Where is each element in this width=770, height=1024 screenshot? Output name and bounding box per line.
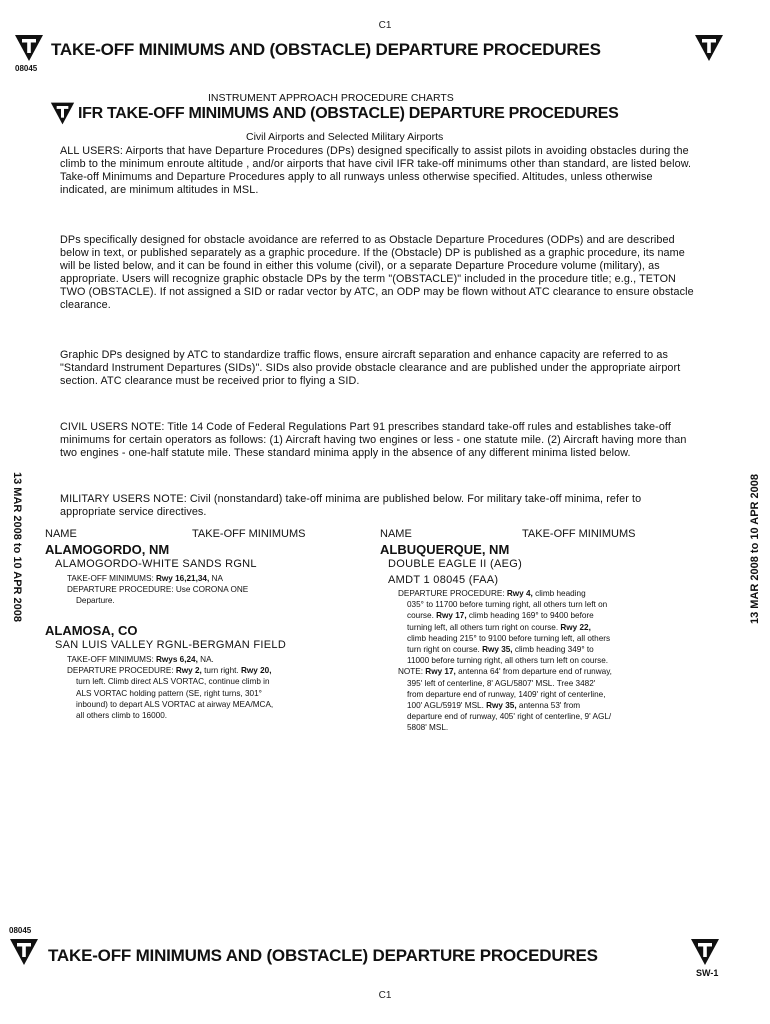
validity-date-left: 13 MAR 2008 to 10 APR 2008 — [11, 472, 23, 622]
procedure-line: 035° to 11700 before turning right, all others turn left on — [407, 600, 608, 610]
airport-name: ALAMOGORDO-WHITE SANDS RGNL — [55, 558, 257, 570]
procedure-line: TAKE-OFF MINIMUMS: Rwys 6,24, NA. — [67, 655, 214, 664]
procedure-code-footer: 08045 — [9, 926, 32, 935]
airport-city: ALAMOSA, CO — [45, 623, 138, 638]
procedure-text — [67, 654, 367, 721]
procedure-line: departure end of runway, 405' right of centerline, 9' AGL/ — [407, 712, 612, 722]
procedure-line: inbound) to depart ALS VORTAC at airway MEA/MCA, — [76, 699, 274, 709]
procedure-text — [67, 573, 367, 607]
procedure-line: Departure. — [76, 596, 115, 606]
procedure-line: all others climb to 16000. — [76, 711, 168, 721]
section-label: INSTRUMENT APPROACH PROCEDURE CHARTS — [208, 92, 454, 104]
procedure-line: 11000 before turning right, all others turn left on course. — [407, 656, 609, 666]
procedure-code: 08045 — [15, 64, 38, 73]
footer-title: TAKE-OFF MINIMUMS AND (OBSTACLE) DEPARTURE PROCEDURES — [48, 946, 598, 965]
takeoff-triangle-icon — [50, 101, 75, 126]
airport-city: ALAMOGORDO, NM — [45, 542, 170, 557]
section-title: IFR TAKE-OFF MINIMUMS AND (OBSTACLE) DEPARTURE PROCEDURES — [78, 105, 619, 122]
paragraph-sid: Graphic DPs designed by ATC to standardize traffic flows, ensure aircraft separation and enhance capacity are referred to as "Standard Instrument Departures (SIDs)". SIDs also provide obstacle clearance and are published under the appropriate airport section. ATC clearance must be received prior to flying a SID. — [60, 349, 681, 388]
procedure-text — [398, 588, 698, 734]
procedure-line: turn right on course. Rwy 35, climb heading 349° to — [407, 645, 594, 655]
procedure-line: 395' left of centerline, 8' AGL/5807' MSL. Tree 3482' — [407, 678, 596, 688]
procedure-line: turn left. Climb direct ALS VORTAC, continue climb in — [76, 677, 270, 687]
procedure-line: 5808' MSL. — [407, 723, 449, 733]
airport-city: ALBUQUERQUE, NM — [380, 542, 510, 557]
procedure-line: turning left, all others turn right on course. Rwy 22, — [407, 622, 591, 632]
validity-date-right: 13 MAR 2008 to 10 APR 2008 — [749, 474, 761, 624]
paragraph-odp: DPs specifically designed for obstacle avoidance are referred to as Obstacle Departure Procedures (ODPs) and are described below in text, or published separately as a graphic procedure. If the (Obstacle) DP is published as a graphic procedure, its name will be listed below, and it can be found in either this volume (civil), or a separate Departure Procedure volume (military), as appropriate. Users will recognize graphic obstacle DPs by the term "(OBSTACLE)" included in the procedure title; e.g., TETON TWO (OBSTACLE). If not assigned a SID or radar vector by ATC, an ODP may be flown without ATC clearance to ensure obstacle clearance. — [60, 234, 694, 312]
column-header-name: NAME — [45, 528, 77, 540]
paragraph-all-users: ALL USERS: Airports that have Departure Procedures (DPs) designed specifically to assist pilots in avoiding obstacles during the climb to the minimum enroute altitude , and/or airports that have civil IFR take-off minimums other than standard, are listed below. Take-off Minimums and Departure Procedures apply to all runways unless otherwise specified. Altitudes, unless otherwise indicated, are minimum altitudes in MSL. — [60, 145, 692, 197]
procedure-line: DEPARTURE PROCEDURE: Rwy 2, turn right. Rwy 20, — [67, 666, 272, 676]
takeoff-triangle-icon — [9, 937, 39, 967]
procedure-line: from departure end of runway, 1409' right of centerline, — [407, 689, 606, 699]
paragraph-civil-users: CIVIL USERS NOTE: Title 14 Code of Federal Regulations Part 91 prescribes standard take-off rules and establishes take-off minimums for certain operators as follows: (1) Aircraft having two engines or less - one statute mile. (2) Aircraft having more than two engines - one-half statute mile. These standard minima apply in the absence of any different minima listed below. — [60, 421, 687, 460]
page-number-bottom: C1 — [378, 990, 392, 1001]
column-header-minimums: TAKE-OFF MINIMUMS — [192, 528, 306, 540]
amendment-number: AMDT 1 08045 (FAA) — [388, 574, 499, 586]
procedure-line: NOTE: Rwy 17, antenna 64' from departure end of runway, — [398, 667, 612, 677]
procedure-line: TAKE-OFF MINIMUMS: Rwy 16,21,34, NA — [67, 574, 223, 583]
column-header-minimums: TAKE-OFF MINIMUMS — [522, 528, 636, 540]
paragraph-military-users: MILITARY USERS NOTE: Civil (nonstandard) take-off minima are published below. For military take-off minima, refer to appropriate service directives. — [60, 493, 642, 519]
procedure-line: DEPARTURE PROCEDURE: Use CORONA ONE — [67, 585, 249, 595]
takeoff-triangle-icon — [14, 33, 44, 63]
procedure-line: ALS VORTAC holding pattern (SE, right turns, 301° — [76, 688, 262, 698]
takeoff-triangle-icon — [690, 937, 720, 967]
airport-name: SAN LUIS VALLEY RGNL-BERGMAN FIELD — [55, 639, 287, 651]
procedure-line: climb heading 215° to 9100 before turning left, all others — [407, 633, 611, 643]
procedure-line: 100' AGL/5919' MSL. Rwy 35, antenna 53' from — [407, 701, 581, 711]
page-title: TAKE-OFF MINIMUMS AND (OBSTACLE) DEPARTURE PROCEDURES — [51, 40, 601, 59]
procedure-line: DEPARTURE PROCEDURE: Rwy 4, climb heading — [398, 589, 586, 598]
column-header-name: NAME — [380, 528, 412, 540]
procedure-line: course. Rwy 17, climb heading 169° to 9400 before — [407, 611, 594, 621]
airport-name: DOUBLE EAGLE II (AEG) — [388, 558, 523, 570]
section-subtitle: Civil Airports and Selected Military Airports — [246, 131, 444, 143]
page-number-top: C1 — [378, 20, 392, 31]
region-code: SW-1 — [696, 968, 719, 978]
takeoff-triangle-icon — [694, 33, 724, 63]
